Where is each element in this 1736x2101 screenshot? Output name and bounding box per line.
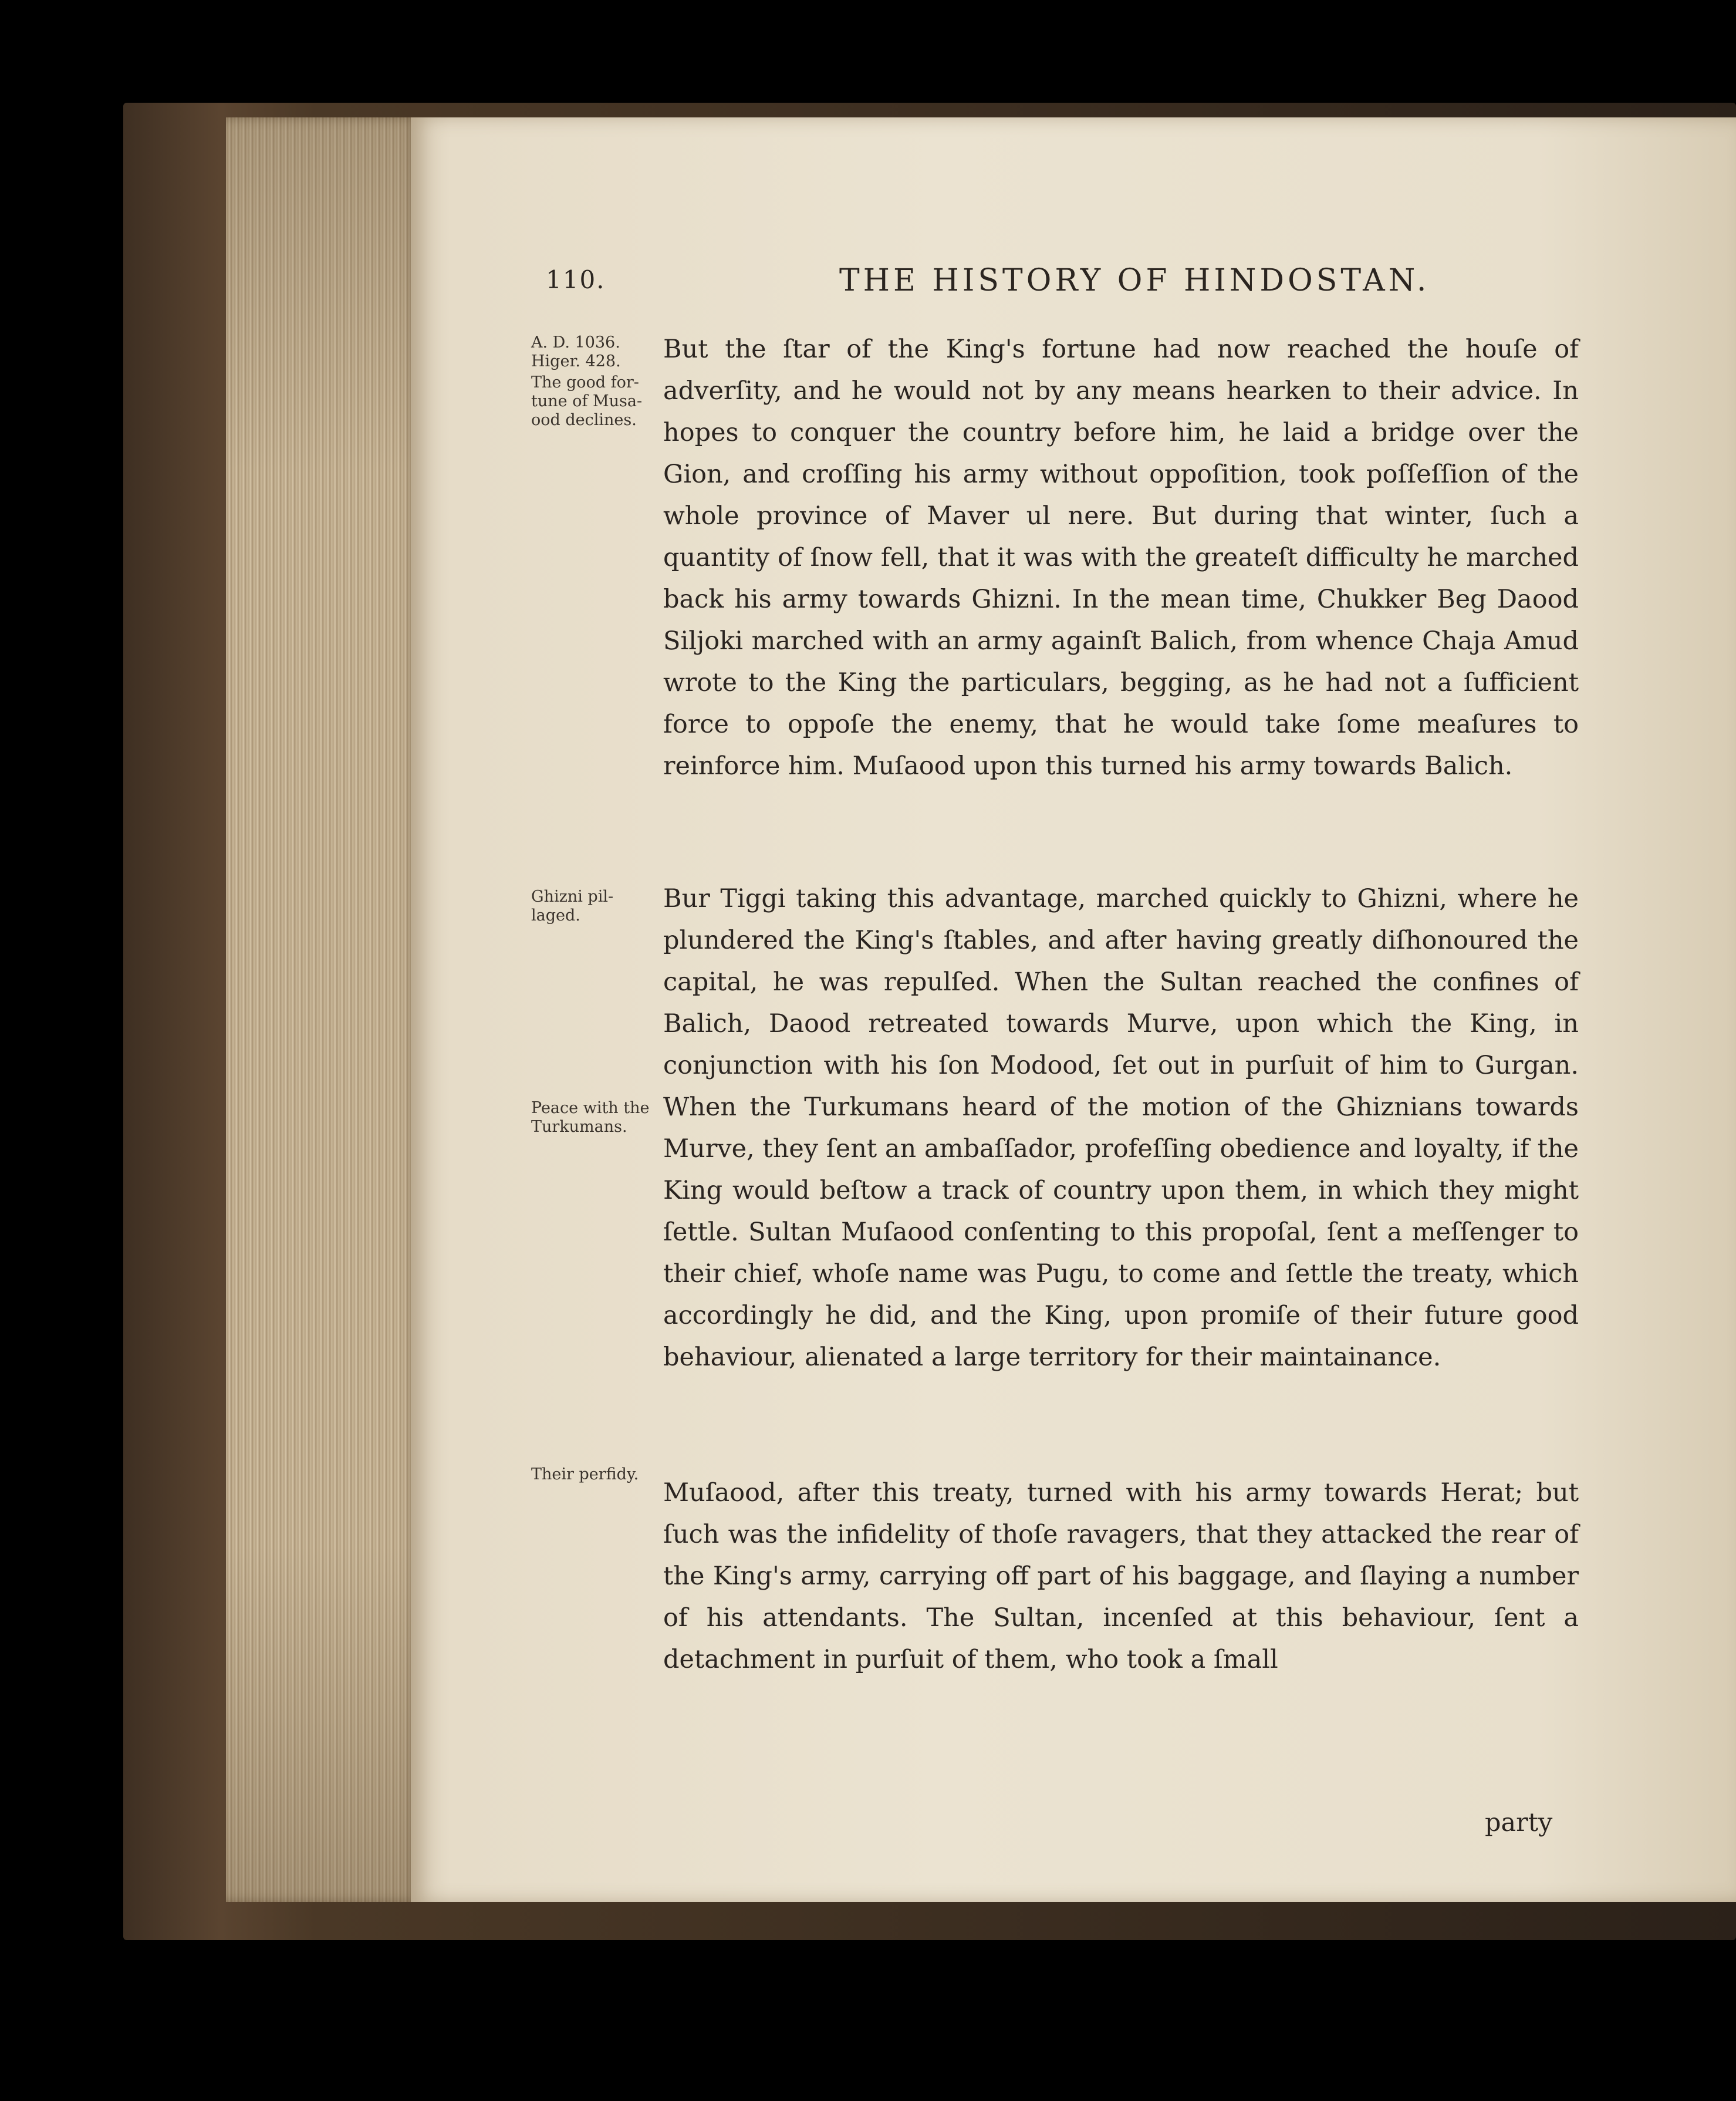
- margin-note-line: Turkumans.: [531, 1118, 627, 1136]
- margin-note-line: Ghizni pil-: [531, 888, 614, 906]
- margin-note-line: tune of Musa-: [531, 392, 643, 410]
- margin-note-perfidy: [531, 1465, 666, 1484]
- margin-note-line: ood declines.: [531, 411, 637, 429]
- book-page: [411, 117, 1736, 1902]
- margin-note-line: Higer. 428.: [531, 352, 621, 370]
- page-fore-edge: [226, 117, 420, 1902]
- book-title: THE HISTORY OF HINDOSTAN.: [839, 263, 1430, 298]
- margin-note-fortune: [531, 373, 666, 430]
- paragraph-1: But the ſtar of the King's fortune had now reached the houſe of adverſity, and he would not by any means hearken to their advice. In hopes to conquer the country before him, he laid a bridge over the Gion, and croſſing his army without oppoſition, took poſſeſſion of the whole province of Maver ul nere. But during that winter, ſuch a quantity of ſnow fell, that it was with the greateſt difficulty he marched back his army towards Ghizni. In the mean time, Chukker Beg Daood Siljoki marched with an army againſt Balich, from whence Chaja Amud wrote to the King the particulars, begging, as he had not a ſufficient force to oppoſe the enemy, that he would take ſome meaſures to reinforce him. Muſaood upon this turned his army towards Balich.: [663, 335, 1579, 781]
- catchword: party: [1485, 1808, 1553, 1837]
- margin-note-line: laged.: [531, 906, 580, 925]
- paragraph-2: Bur Tiggi taking this advantage, marched quickly to Ghizni, where he plundered the King's ſtables, and after having greatly diſhonoured the capital, he was repulſed. When the Sultan reached the confines of Balich, Daood retreated towards Murve, upon which the King, in conjunction with his ſon Modood, ſet out in purſuit of him to Gurgan. When the Turkumans heard of the motion of the Ghiznians towards Murve, they ſent an ambaſſador, profeſſing obedience and loyalty, if the King would beſtow a track of country upon them, in which they might ſettle. Sultan Muſaood conſenting to this propoſal, ſent a meſſenger to their chief, whoſe name was Pugu, to come and ſettle the treaty, which accordingly he did, and the King, upon promiſe of their future good behaviour, alienated a large territory for their maintainance.: [663, 884, 1579, 1372]
- margin-note-line: A. D. 1036.: [531, 333, 620, 352]
- running-head: [546, 265, 1544, 306]
- page-number: 110.: [546, 265, 606, 294]
- margin-note-line: The good for-: [531, 373, 639, 392]
- margin-note-line: Their perfidy.: [531, 1465, 639, 1483]
- margin-note-line: Peace with the: [531, 1099, 650, 1117]
- margin-note-date: [531, 333, 666, 371]
- paragraph-3: Muſaood, after this treaty, turned with his army towards Herat; but ſuch was the infidelity of thoſe ravagers, that they attacked the rear of the King's army, carrying off part of his baggage, and ſlaying a number of his attendants. The Sultan, incenſed at this behaviour, ſent a detachment in purſuit of them, who took a ſmall: [663, 1478, 1579, 1674]
- margin-note-ghizni: [531, 888, 666, 925]
- margin-note-peace: [531, 1099, 666, 1137]
